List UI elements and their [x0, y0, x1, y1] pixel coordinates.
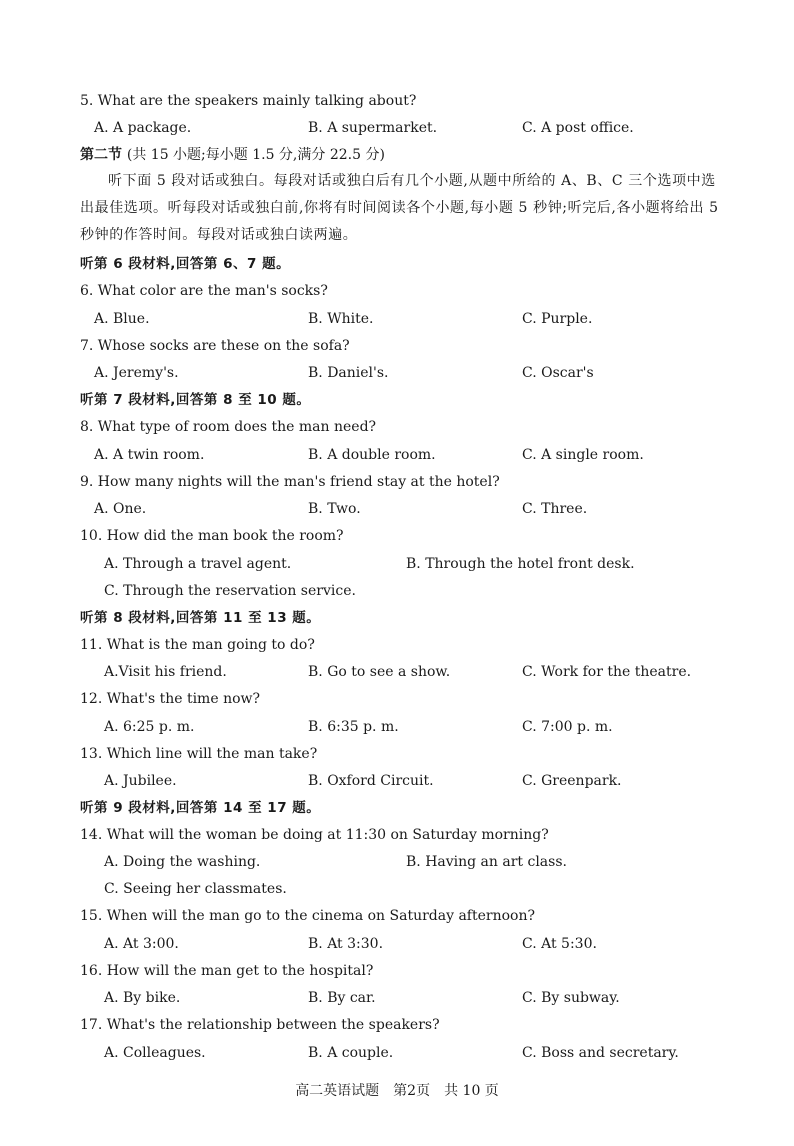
- question-16: 16. How will the man get to the hospital?: [80, 963, 374, 979]
- options-10-row-2: [0, 582, 794, 600]
- option-b: B. Oxford Circuit.: [308, 773, 434, 789]
- section-heading: [80, 146, 385, 164]
- option-a: A. 6:25 p. m.: [104, 719, 195, 735]
- option-a: A.Visit his friend.: [104, 664, 227, 680]
- option-b: B. White.: [308, 311, 374, 327]
- question-15: 15. When will the man go to the cinema on Saturday afternoon?: [80, 908, 535, 924]
- option-b: B. A couple.: [308, 1045, 394, 1061]
- material-7-heading: 听第 7 段材料,回答第 8 至 10 题。: [80, 392, 311, 408]
- option-a: A. Colleagues.: [104, 1045, 206, 1061]
- options-14-row-1: [0, 853, 794, 871]
- options-15: [0, 935, 794, 953]
- options-11: [0, 663, 794, 681]
- option-a: A. At 3:00.: [104, 936, 179, 952]
- options-16: [0, 989, 794, 1007]
- material-6-heading: 听第 6 段材料,回答第 6、7 题。: [80, 256, 291, 272]
- option-c: C. A single room.: [522, 447, 644, 463]
- question-14: 14. What will the woman be doing at 11:30 on Saturday morning?: [80, 827, 549, 843]
- option-c: C. Three.: [522, 501, 588, 517]
- option-b: B. By car.: [308, 990, 376, 1006]
- options-14-row-2: [0, 880, 794, 898]
- option-c: C. Through the reservation service.: [104, 583, 356, 599]
- option-c: C. Seeing her classmates.: [104, 881, 287, 897]
- question-11: 11. What is the man going to do?: [80, 637, 315, 653]
- option-c: C. Oscar's: [522, 365, 594, 381]
- question-12: 12. What's the time now?: [80, 691, 261, 707]
- option-c: C. Boss and secretary.: [522, 1045, 679, 1061]
- material-9-heading: 听第 9 段材料,回答第 14 至 17 题。: [80, 800, 321, 816]
- option-c: C. By subway.: [522, 990, 620, 1006]
- options-12: [0, 718, 794, 736]
- option-b: B. Go to see a show.: [308, 664, 451, 680]
- options-9: [0, 500, 794, 518]
- question-8: 8. What type of room does the man need?: [80, 419, 377, 435]
- options-7: [0, 364, 794, 382]
- page-footer: 高二英语试题 第2页 共 10 页: [295, 1083, 499, 1099]
- option-a: A. One.: [94, 501, 147, 517]
- option-a: A. Doing the washing.: [104, 854, 261, 870]
- question-7: 7. Whose socks are these on the sofa?: [80, 338, 350, 354]
- option-a: A. By bike.: [104, 990, 181, 1006]
- options-13: [0, 772, 794, 790]
- option-b: B. Having an art class.: [406, 854, 567, 870]
- option-a: A. Jeremy's.: [94, 365, 179, 381]
- option-c: C. Work for the theatre.: [522, 664, 692, 680]
- question-5: 5. What are the speakers mainly talking about?: [80, 93, 417, 109]
- option-c: C. A post office.: [522, 120, 634, 136]
- material-8-heading: 听第 8 段材料,回答第 11 至 13 题。: [80, 610, 321, 626]
- option-a: A. Blue.: [94, 311, 150, 327]
- options-8: [0, 446, 794, 464]
- question-17: 17. What's the relationship between the speakers?: [80, 1017, 440, 1033]
- question-10: 10. How did the man book the room?: [80, 528, 344, 544]
- option-b: B. Daniel's.: [308, 365, 389, 381]
- option-b: B. A supermarket.: [308, 120, 438, 136]
- section-instructions: 听下面 5 段对话或独白。每段对话或独白后有几个小题,从题中所给的 A、B、C 三个选项中选出最佳选项。听每段对话或独白前,你将有时间阅读各个小题,每小题 5 秒钟;听完后,各小题将给出 5 秒钟的作答时间。每段对话或独白读两遍。: [80, 173, 719, 243]
- option-a: A. A package.: [94, 120, 192, 136]
- options-17: [0, 1044, 794, 1062]
- question-6: 6. What color are the man's socks?: [80, 283, 328, 299]
- section-note: (共 15 小题;每小题 1.5 分,满分 22.5 分): [126, 147, 385, 163]
- option-c: C. At 5:30.: [522, 936, 597, 952]
- option-c: C. 7:00 p. m.: [522, 719, 613, 735]
- question-13: 13. Which line will the man take?: [80, 746, 318, 762]
- option-c: C. Greenpark.: [522, 773, 622, 789]
- option-b: B. Through the hotel front desk.: [406, 556, 635, 572]
- option-b: B. 6:35 p. m.: [308, 719, 399, 735]
- option-a: A. A twin room.: [94, 447, 205, 463]
- option-b: B. At 3:30.: [308, 936, 384, 952]
- option-a: A. Through a travel agent.: [104, 556, 292, 572]
- section-title: 第二节: [80, 147, 122, 163]
- options-5: [0, 119, 794, 137]
- option-b: B. A double room.: [308, 447, 436, 463]
- question-9: 9. How many nights will the man's friend stay at the hotel?: [80, 474, 500, 490]
- options-6: [0, 310, 794, 328]
- option-b: B. Two.: [308, 501, 361, 517]
- options-10-row-1: [0, 555, 794, 573]
- option-a: A. Jubilee.: [104, 773, 177, 789]
- option-c: C. Purple.: [522, 311, 593, 327]
